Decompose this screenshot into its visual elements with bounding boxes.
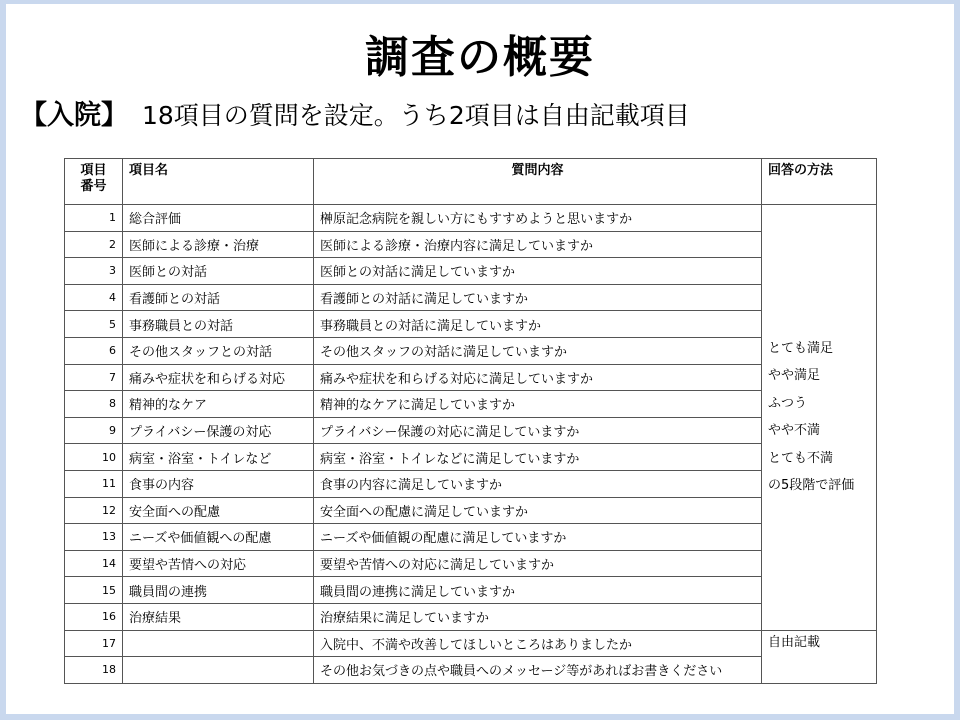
- table-row: [65, 657, 877, 684]
- answer-scale-option: とても不満: [768, 450, 834, 466]
- header-number-line1: 項目: [80, 163, 107, 178]
- row-number: 14: [65, 550, 123, 577]
- subtitle: [20, 98, 690, 134]
- row-number: 7: [65, 364, 123, 391]
- row-question: その他スタッフの対話に満足していますか: [314, 337, 762, 364]
- row-item-name: 医師との対話: [123, 258, 314, 285]
- survey-table-body: [65, 205, 877, 684]
- row-question: 入院中、不満や改善してほしいところはありましたか: [314, 630, 762, 657]
- row-item-name: [123, 630, 314, 657]
- table-row: [65, 391, 877, 418]
- row-number: 12: [65, 497, 123, 524]
- row-question: 職員間の連携に満足していますか: [314, 577, 762, 604]
- answer-scale-option: ふつう: [768, 395, 808, 411]
- answer-scale-option: やや満足: [768, 368, 821, 384]
- row-number: 5: [65, 311, 123, 338]
- header-question: 質問内容: [314, 159, 762, 205]
- row-item-name: 看護師との対話: [123, 284, 314, 311]
- row-number: 1: [65, 205, 123, 232]
- header-answer: 回答の方法: [762, 159, 877, 205]
- row-item-name: 病室・浴室・トイレなど: [123, 444, 314, 471]
- row-item-name: 痛みや症状を和らげる対応: [123, 364, 314, 391]
- row-number: 18: [65, 657, 123, 684]
- row-question: 榊原記念病院を親しい方にもすすめようと思いますか: [314, 205, 762, 232]
- table-header-row: [65, 159, 877, 205]
- row-question: 事務職員との対話に満足していますか: [314, 311, 762, 338]
- row-item-name: 医師による診療・治療: [123, 231, 314, 258]
- row-number: 13: [65, 524, 123, 551]
- row-item-name: 事務職員との対話: [123, 311, 314, 338]
- row-number: 2: [65, 231, 123, 258]
- row-number: 4: [65, 284, 123, 311]
- table-row: [65, 231, 877, 258]
- answer-scale-option: とても満足: [768, 340, 834, 356]
- row-item-name: [123, 657, 314, 684]
- table-row: [65, 524, 877, 551]
- row-item-name: 要望や苦情への対応: [123, 550, 314, 577]
- row-question: 要望や苦情への対応に満足していますか: [314, 550, 762, 577]
- row-question: 安全面への配慮に満足していますか: [314, 497, 762, 524]
- table-row: [65, 577, 877, 604]
- subtitle-text: 18項目の質問を設定。うち2項目は自由記載項目: [142, 101, 690, 130]
- row-question: 精神的なケアに満足していますか: [314, 391, 762, 418]
- row-question: 痛みや症状を和らげる対応に満足していますか: [314, 364, 762, 391]
- row-number: 3: [65, 258, 123, 285]
- answer-scale-option: やや不満: [768, 423, 821, 439]
- row-question: 病室・浴室・トイレなどに満足していますか: [314, 444, 762, 471]
- row-number: 17: [65, 630, 123, 657]
- row-question: 医師による診療・治療内容に満足していますか: [314, 231, 762, 258]
- row-question: 食事の内容に満足していますか: [314, 470, 762, 497]
- table-row: [65, 630, 877, 657]
- row-number: 8: [65, 391, 123, 418]
- row-item-name: 安全面への配慮: [123, 497, 314, 524]
- row-question: 治療結果に満足していますか: [314, 603, 762, 630]
- row-question: 医師との対話に満足していますか: [314, 258, 762, 285]
- subtitle-tag: 【入院】: [20, 100, 128, 131]
- row-number: 9: [65, 417, 123, 444]
- row-number: 16: [65, 603, 123, 630]
- row-question: プライバシー保護の対応に満足していますか: [314, 417, 762, 444]
- header-name: 項目名: [123, 159, 314, 205]
- row-item-name: 精神的なケア: [123, 391, 314, 418]
- row-question: その他お気づきの点や職員へのメッセージ等があればお書きください: [314, 657, 762, 684]
- row-item-name: ニーズや価値観への配慮: [123, 524, 314, 551]
- table-row: [65, 444, 877, 471]
- row-item-name: 治療結果: [123, 603, 314, 630]
- table-row: [65, 311, 877, 338]
- table-row: [65, 364, 877, 391]
- table-row: [65, 205, 877, 232]
- row-number: 11: [65, 470, 123, 497]
- row-item-name: プライバシー保護の対応: [123, 417, 314, 444]
- header-number-line2: 番号: [80, 179, 107, 194]
- table-row: [65, 550, 877, 577]
- row-question: 看護師との対話に満足していますか: [314, 284, 762, 311]
- table-row: [65, 258, 877, 285]
- table-row: [65, 470, 877, 497]
- table-row: [65, 497, 877, 524]
- row-number: 15: [65, 577, 123, 604]
- answer-scale-cell: [762, 205, 877, 631]
- page-title: 調査の概要: [365, 32, 595, 83]
- answer-scale-option: の5段階で評価: [768, 478, 855, 494]
- answer-free-cell: 自由記載: [762, 630, 877, 683]
- row-item-name: 総合評価: [123, 205, 314, 232]
- header-number: [65, 159, 123, 205]
- table-row: [65, 603, 877, 630]
- table-row: [65, 417, 877, 444]
- row-item-name: その他スタッフとの対話: [123, 337, 314, 364]
- row-item-name: 食事の内容: [123, 470, 314, 497]
- survey-table: [64, 158, 877, 684]
- row-item-name: 職員間の連携: [123, 577, 314, 604]
- row-number: 10: [65, 444, 123, 471]
- table-row: [65, 284, 877, 311]
- table-row: [65, 337, 877, 364]
- row-question: ニーズや価値観の配慮に満足していますか: [314, 524, 762, 551]
- row-number: 6: [65, 337, 123, 364]
